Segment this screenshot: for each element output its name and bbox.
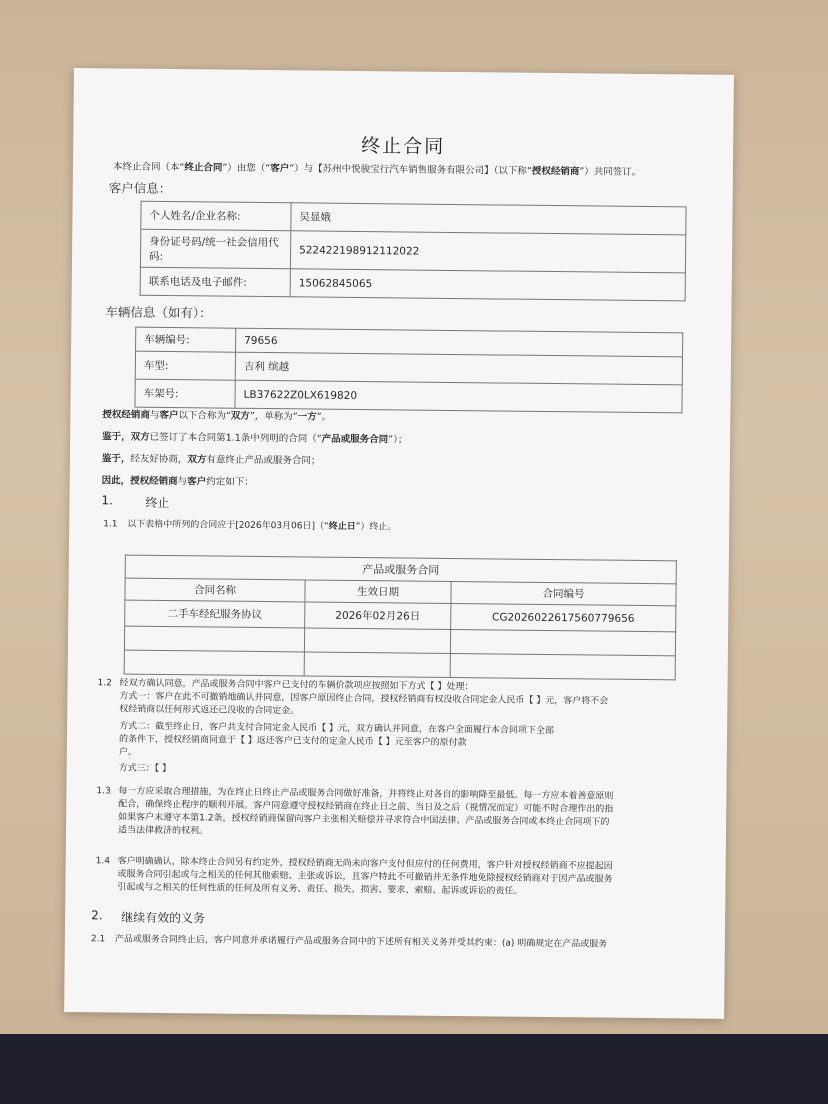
recital-text: 经友好协商， <box>130 453 188 466</box>
vehicle-info-heading: 车辆信息（如有）： <box>105 304 212 321</box>
table-row <box>140 229 685 273</box>
table-row <box>140 267 685 301</box>
clause-1-3-line: 每一方应采取合理措施，为在终止日终止产品或服务合同做好准备，并将终止对各自的影响降至最低。每一方应本着善意原则 <box>118 786 614 802</box>
vehicle-model-label: 车型: <box>135 351 235 380</box>
customer-id-value: 522422198912112022 <box>290 231 685 273</box>
section-2-number: 2. <box>91 908 103 923</box>
table-row <box>135 379 682 413</box>
clause-1-3-line: 如果客户未遵守本第1.2条，授权经销商保留向客户主张相关赔偿并寻求符合中国法律、产品或服务合同或本终止合同项下的 <box>118 812 610 828</box>
clause-1-3-number: 1.3 <box>96 786 111 797</box>
recital-bold: 客户 <box>159 409 179 422</box>
table-cell <box>304 652 450 678</box>
table-cell: 二手车经纪服务协议 <box>125 600 305 628</box>
intro-text: ”）由您（“ <box>222 162 271 175</box>
clause-1-2-line: 户。 <box>118 747 137 758</box>
recital-text: ”，单称为“ <box>249 410 298 423</box>
clause-1-4-number: 1.4 <box>95 856 111 867</box>
recital-text: 有意终止产品或服务合同； <box>206 454 321 467</box>
recital-text: 约定如下： <box>206 476 254 488</box>
customer-contact-value: 15062845065 <box>290 269 685 301</box>
table-cell <box>450 653 675 679</box>
clause-1-1-number: 1.1 <box>103 519 118 530</box>
desk-edge <box>0 1034 828 1104</box>
recital-therefore <box>102 474 254 489</box>
recital-text: 以下合称为“ <box>178 410 231 422</box>
clause-2-1-number: 2.1 <box>90 934 106 945</box>
table-cell <box>124 626 304 652</box>
clause-1-1-text <box>127 519 396 535</box>
recital-whereas-1 <box>102 430 407 446</box>
recital-text: 已签订了本合同第1.1条中列明的合同（“ <box>149 431 322 445</box>
recital-text: 与 <box>177 476 188 488</box>
clause-2-1-text: 产品或服务合同终止后，客户同意并承诺履行产品或服务合同中的下述所有相关义务并受其约束：(a) 明确规定在产品或服务 <box>114 934 608 950</box>
customer-contact-label: 联系电话及电子邮件: <box>140 267 290 297</box>
clause-1-2-line: 经双方确认同意，产品或服务合同中客户已支付的车辆价款项应按照如下方式【 】处理： <box>119 678 474 693</box>
product-table-title: 产品或服务合同 <box>125 555 676 584</box>
customer-info-table <box>140 201 687 302</box>
customer-name-value: 吴显娥 <box>291 203 686 235</box>
customer-info-heading: 客户信息： <box>108 180 172 197</box>
clause-1-2-line: 的条件下，授权经销商同意于【 】返还客户已支付的定金人民币【 】元至客户的原付款 <box>118 734 467 749</box>
vehicle-number-value: 79656 <box>236 328 683 357</box>
recital-bold: 客户 <box>187 476 207 488</box>
recital-bold: 双方 <box>130 431 150 443</box>
section-1-title: 终止 <box>145 495 170 511</box>
col-header-contract-number: 合同编号 <box>451 581 676 605</box>
intro-paragraph <box>113 160 723 179</box>
customer-id-label: 身份证号码/统一社会信用代码: <box>140 229 290 269</box>
vin-value: LB37622Z0LX619820 <box>235 380 682 413</box>
table-row <box>124 650 675 680</box>
table-cell <box>304 628 450 654</box>
col-header-effective-date: 生效日期 <box>305 580 451 604</box>
clause-1-4-line: 引起或与之相关的任何性质的任何及所有义务、责任、损失、损害、要求、索赔、起诉或诉讼的责任。 <box>117 882 523 897</box>
table-cell <box>124 650 304 676</box>
intro-term: 授权经销商 <box>531 165 580 178</box>
recital-text: 与 <box>149 409 160 421</box>
recital-parties <box>102 408 331 423</box>
vehicle-info-table <box>134 327 683 414</box>
recital-whereas-2 <box>102 452 321 467</box>
contract-page <box>64 68 734 1019</box>
intro-term: 终止合同 <box>184 162 223 174</box>
clause-1-2-number: 1.2 <box>97 678 112 689</box>
recital-bold: 因此，授权经销商 <box>101 475 178 488</box>
recital-bold: 双方 <box>230 410 250 422</box>
intro-text: ”）与【苏州中悦骏宝行汽车销售服务有限公司】（以下称“ <box>289 163 532 177</box>
section-2-title: 继续有效的义务 <box>121 910 206 926</box>
vin-label: 车架号: <box>135 379 235 408</box>
vehicle-number-label: 车辆编号: <box>136 327 236 352</box>
recital-text: ”。 <box>316 411 332 423</box>
clause-text: 以下表格中所列的合同应于[2026年03月06日]（“ <box>127 519 329 532</box>
clause-1-2-line: 权经销商以任何形式返还已没收的合同定金。 <box>119 704 300 717</box>
col-header-contract-name: 合同名称 <box>125 578 305 602</box>
intro-text: ”）共同签订。 <box>579 166 642 178</box>
recital-bold: 鉴于， <box>101 453 131 465</box>
document-title: 终止合同 <box>361 135 446 158</box>
clause-1-2-line: 方式三：【 】 <box>118 763 172 775</box>
clause-1-4-line: 客户明确确认，除本终止合同另有约定外，授权经销商无尚未向客户支付但应付的任何费用，客户针对授权经销商不应提起因 <box>117 856 613 872</box>
section-1-number: 1. <box>101 493 114 508</box>
table-cell <box>450 629 675 655</box>
clause-1-2-line: 方式二：截至终止日，客户共支付合同定金人民币【 】元，双方确认并同意，在客户全面履行本合同项下全部 <box>119 721 555 737</box>
table-cell: 2026年02月26日 <box>305 602 451 630</box>
intro-term: 客户 <box>270 163 290 175</box>
recital-bold: 一方 <box>297 411 317 423</box>
product-contract-table <box>124 555 677 681</box>
clause-text: ”）终止。 <box>355 521 397 533</box>
clause-1-4-line: 或服务合同引起或与之相关的任何其他索赔、主张或诉讼，且客户特此不可撤销并无条件地免除授权经销商对于因产品或服务 <box>117 869 613 885</box>
clause-1-3-line: 适当法律救济的权利。 <box>117 825 209 837</box>
vehicle-model-value: 吉利 缤越 <box>235 352 682 385</box>
recital-text: ”）； <box>388 434 408 446</box>
table-cell: CG2026022617560779656 <box>451 603 676 631</box>
intro-text: 本终止合同（本“ <box>112 161 185 174</box>
clause-bold: 终止日 <box>328 521 356 532</box>
recital-bold: 鉴于， <box>102 431 131 443</box>
recital-bold: 产品或服务合同 <box>321 433 389 446</box>
clause-1-2-line: 方式一：客户在此不可撤销地确认并同意，因客户原因终止合同，授权经销商有权没收合同定金人民币【 】元，客户将不会 <box>119 691 609 707</box>
customer-name-label: 个人姓名/企业名称: <box>141 201 291 231</box>
recital-bold: 授权经销商 <box>102 409 150 421</box>
clause-1-3-line: 配合，确保终止程序的顺利开展。客户同意遵守授权经销商在终止日之前、当日及之后（视情况而定）可能不时合理作出的指 <box>118 799 614 815</box>
recital-bold: 双方 <box>187 454 207 466</box>
